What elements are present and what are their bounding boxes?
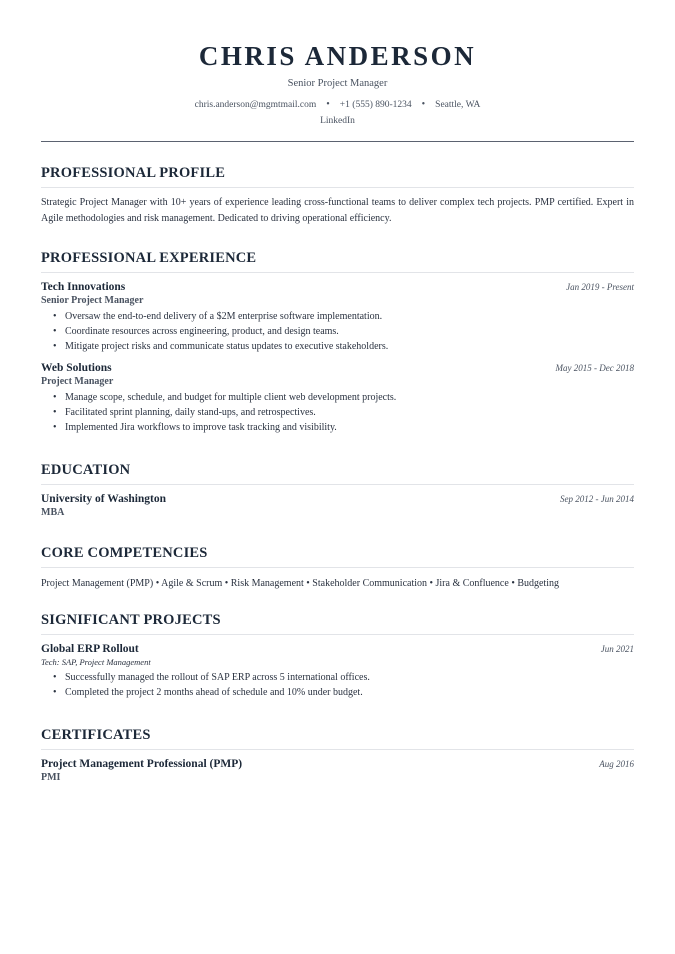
competencies-list: Project Management (PMP) • Agile & Scrum • Risk Management • Stakeholder Communication • Jira & Confluence • Budgeting — [41, 578, 559, 589]
phone-number[interactable]: +1 (555) 890-1234 — [339, 99, 412, 110]
company-name: Web Solutions — [41, 362, 112, 374]
experience-section — [41, 249, 634, 435]
section-heading: PROFESSIONAL EXPERIENCE — [41, 249, 634, 273]
contact-line — [41, 99, 634, 110]
profile-text: Strategic Project Manager with 10+ years of experience leading cross-functional teams to deliver complex tech projects. PMP certified. Expert in Agile methodologies and risk management. Dedicated to driving operational efficiency. — [41, 197, 634, 224]
projects-section — [41, 611, 634, 700]
email-link[interactable]: chris.anderson@mgmtmail.com — [194, 99, 317, 110]
linkedin-link[interactable]: LinkedIn — [320, 116, 355, 126]
project-entry — [41, 643, 634, 700]
list-item: • Facilitated sprint planning, daily stand-ups, and retrospectives. — [53, 405, 634, 420]
certificate-name: Project Management Professional (PMP) — [41, 758, 243, 770]
profile-section — [41, 164, 634, 227]
education-section — [41, 461, 634, 518]
list-item: • Completed the project 2 months ahead of schedule and 10% under budget. — [53, 685, 634, 700]
list-item: • Mitigate project risks and communicate status updates to executive stakeholders. — [53, 339, 634, 354]
list-item: • Coordinate resources across engineering, product, and design teams. — [53, 324, 634, 339]
section-heading: PROFESSIONAL PROFILE — [41, 164, 634, 188]
competencies-section — [41, 544, 634, 591]
section-heading: CORE COMPETENCIES — [41, 544, 634, 568]
resume-header — [41, 0, 634, 142]
location: Seattle, WA — [435, 99, 481, 110]
job-bullets — [41, 309, 634, 354]
job-entry — [41, 362, 634, 435]
certificate-issuer: PMI — [41, 772, 61, 783]
section-heading: EDUCATION — [41, 461, 634, 485]
candidate-name: CHRIS ANDERSON — [198, 41, 477, 71]
school-name: University of Washington — [41, 493, 167, 505]
header-divider — [41, 141, 634, 142]
section-heading: SIGNIFICANT PROJECTS — [41, 611, 634, 635]
section-heading: CERTIFICATES — [41, 726, 634, 750]
list-item: • Manage scope, schedule, and budget for multiple client web development projects. — [53, 390, 634, 405]
candidate-title: Senior Project Manager — [287, 78, 388, 89]
certificate-entry — [41, 758, 634, 783]
degree: MBA — [41, 507, 65, 518]
education-dates: Sep 2012 - Jun 2014 — [560, 494, 634, 504]
education-entry — [41, 493, 634, 518]
list-item: • Successfully managed the rollout of SAP ERP across 5 international offices. — [53, 670, 634, 685]
list-item: • Oversaw the end-to-end delivery of a $2M enterprise software implementation. — [53, 309, 634, 324]
job-role: Senior Project Manager — [41, 295, 144, 306]
job-dates: Jan 2019 - Present — [566, 282, 634, 292]
project-name: Global ERP Rollout — [41, 643, 139, 655]
project-date: Jun 2021 — [600, 644, 634, 654]
company-name: Tech Innovations — [41, 281, 126, 293]
list-item: • Implemented Jira workflows to improve task tracking and visibility. — [53, 420, 634, 435]
job-role: Project Manager — [41, 376, 114, 387]
job-entry — [41, 281, 634, 354]
job-bullets — [41, 390, 634, 435]
certificate-date: Aug 2016 — [599, 759, 634, 769]
separator-dot: • — [421, 99, 426, 110]
project-bullets — [41, 670, 634, 700]
job-dates: May 2015 - Dec 2018 — [555, 363, 634, 373]
separator-dot: • — [326, 99, 330, 110]
certificates-section — [41, 726, 634, 783]
project-tech: Tech: SAP, Project Management — [41, 657, 151, 667]
